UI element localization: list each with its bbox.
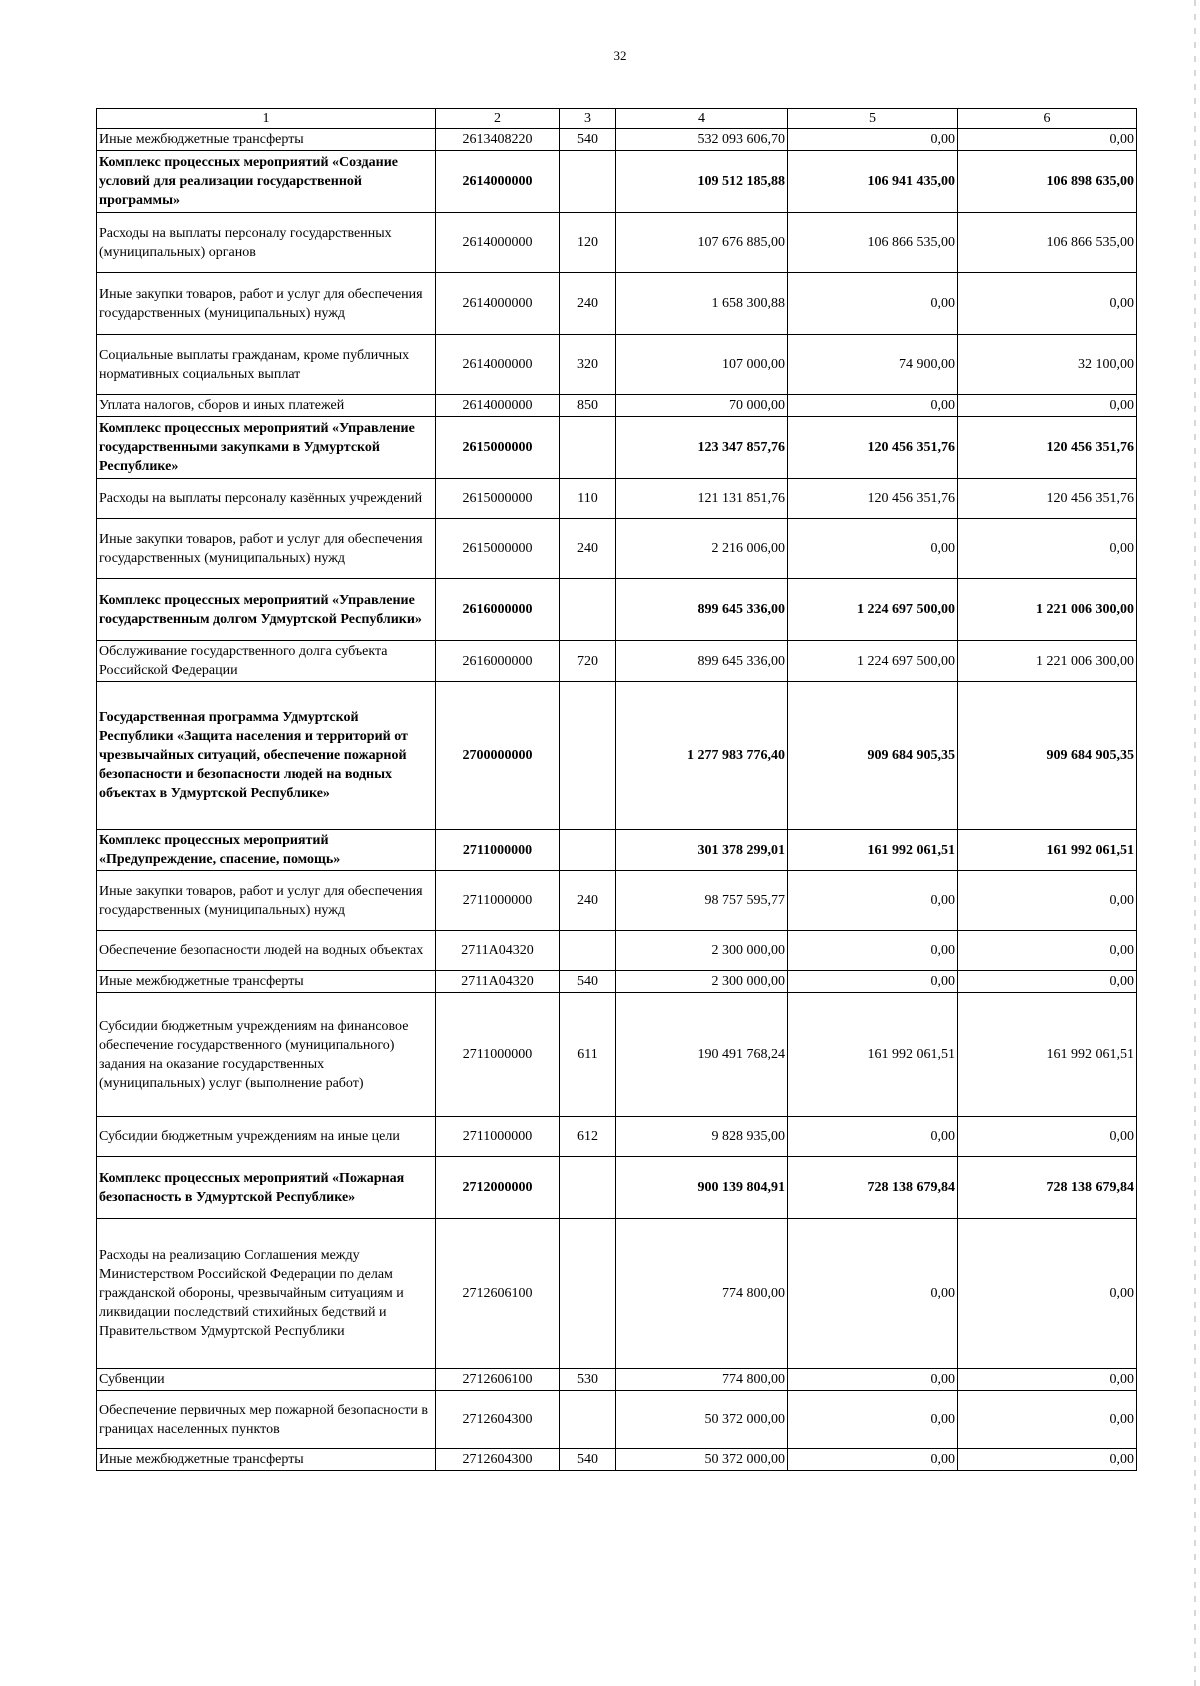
row-value-col5: 0,00 (788, 1449, 958, 1471)
table-body (97, 109, 1137, 1471)
column-header-3: 3 (560, 109, 616, 129)
row-value-col5: 161 992 061,51 (788, 830, 958, 871)
table-row (97, 395, 1137, 417)
row-name: Иные закупки товаров, работ и услуг для обеспечения государственных (муниципальных) нужд (97, 519, 436, 579)
table-row (97, 1369, 1137, 1391)
row-code: 2614000000 (436, 395, 560, 417)
table-row (97, 1449, 1137, 1471)
row-value-col4: 98 757 595,77 (616, 871, 788, 931)
row-name: Государственная программа Удмуртской Республики «Защита населения и территорий от чрезвычайных ситуаций, обеспечение пожарной безопасности и безопасности людей на водных объектах в Удмуртской Республике» (97, 682, 436, 830)
row-value-col4: 899 645 336,00 (616, 579, 788, 641)
row-value-col5: 0,00 (788, 1117, 958, 1157)
row-value-col6: 0,00 (958, 871, 1137, 931)
row-value-col5: 0,00 (788, 1219, 958, 1369)
row-value-col5: 1 224 697 500,00 (788, 579, 958, 641)
row-expense-type: 110 (560, 479, 616, 519)
row-name: Комплекс процессных мероприятий «Пожарная безопасность в Удмуртской Республике» (97, 1157, 436, 1219)
column-header-4: 4 (616, 109, 788, 129)
row-value-col4: 1 658 300,88 (616, 273, 788, 335)
row-value-col5: 1 224 697 500,00 (788, 641, 958, 682)
row-name: Обслуживание государственного долга субъекта Российской Федерации (97, 641, 436, 682)
row-name: Уплата налогов, сборов и иных платежей (97, 395, 436, 417)
row-value-col5: 0,00 (788, 395, 958, 417)
row-name: Расходы на выплаты персоналу государственных (муниципальных) органов (97, 213, 436, 273)
row-value-col4: 899 645 336,00 (616, 641, 788, 682)
row-expense-type (560, 931, 616, 971)
row-code: 2711A04320 (436, 971, 560, 993)
row-expense-type (560, 682, 616, 830)
row-code: 2711000000 (436, 993, 560, 1117)
row-code: 2616000000 (436, 579, 560, 641)
row-code: 2615000000 (436, 417, 560, 479)
table-row (97, 1117, 1137, 1157)
row-value-col4: 774 800,00 (616, 1219, 788, 1369)
row-value-col6: 0,00 (958, 971, 1137, 993)
row-value-col5: 120 456 351,76 (788, 479, 958, 519)
row-value-col6: 0,00 (958, 1391, 1137, 1449)
table-row (97, 213, 1137, 273)
column-header-6: 6 (958, 109, 1137, 129)
table-row (97, 871, 1137, 931)
row-value-col5: 0,00 (788, 931, 958, 971)
column-header-1: 1 (97, 109, 436, 129)
row-code: 2615000000 (436, 479, 560, 519)
table-row (97, 273, 1137, 335)
row-value-col6: 728 138 679,84 (958, 1157, 1137, 1219)
row-name: Иные закупки товаров, работ и услуг для обеспечения государственных (муниципальных) нужд (97, 871, 436, 931)
row-name: Субвенции (97, 1369, 436, 1391)
table-row (97, 151, 1137, 213)
row-value-col4: 900 139 804,91 (616, 1157, 788, 1219)
row-code: 2711000000 (436, 1117, 560, 1157)
table-row (97, 1157, 1137, 1219)
row-value-col4: 2 300 000,00 (616, 971, 788, 993)
row-expense-type (560, 830, 616, 871)
row-value-col4: 70 000,00 (616, 395, 788, 417)
table-row (97, 682, 1137, 830)
row-value-col4: 9 828 935,00 (616, 1117, 788, 1157)
table-row (97, 417, 1137, 479)
row-expense-type: 240 (560, 273, 616, 335)
row-value-col5: 161 992 061,51 (788, 993, 958, 1117)
row-value-col5: 0,00 (788, 519, 958, 579)
row-expense-type: 530 (560, 1369, 616, 1391)
scan-edge (1194, 0, 1196, 1686)
row-name: Иные межбюджетные трансферты (97, 1449, 436, 1471)
row-value-col4: 121 131 851,76 (616, 479, 788, 519)
row-value-col6: 0,00 (958, 1219, 1137, 1369)
row-value-col6: 32 100,00 (958, 335, 1137, 395)
row-value-col5: 0,00 (788, 129, 958, 151)
row-value-col4: 774 800,00 (616, 1369, 788, 1391)
row-code: 2614000000 (436, 151, 560, 213)
row-name: Субсидии бюджетным учреждениям на финансовое обеспечение государственного (муниципального) задания на оказание государственных (муниципальных) услуг (выполнение работ) (97, 993, 436, 1117)
row-value-col4: 123 347 857,76 (616, 417, 788, 479)
row-value-col6: 106 866 535,00 (958, 213, 1137, 273)
table-row (97, 519, 1137, 579)
row-value-col5: 0,00 (788, 1391, 958, 1449)
row-value-col5: 0,00 (788, 273, 958, 335)
row-code: 2615000000 (436, 519, 560, 579)
table-row (97, 1219, 1137, 1369)
row-expense-type (560, 1391, 616, 1449)
row-value-col6: 1 221 006 300,00 (958, 579, 1137, 641)
row-name: Комплекс процессных мероприятий «Управление государственными закупками в Удмуртской Республике» (97, 417, 436, 479)
row-code: 2700000000 (436, 682, 560, 830)
row-expense-type: 240 (560, 871, 616, 931)
row-value-col4: 107 676 885,00 (616, 213, 788, 273)
row-expense-type (560, 1157, 616, 1219)
column-header-5: 5 (788, 109, 958, 129)
row-expense-type (560, 579, 616, 641)
row-expense-type: 540 (560, 971, 616, 993)
row-code: 2614000000 (436, 213, 560, 273)
row-code: 2613408220 (436, 129, 560, 151)
table-row (97, 1391, 1137, 1449)
row-value-col6: 0,00 (958, 395, 1137, 417)
row-name: Комплекс процессных мероприятий «Управление государственным долгом Удмуртской Республики» (97, 579, 436, 641)
row-name: Комплекс процессных мероприятий «Создание условий для реализации государственной программы» (97, 151, 436, 213)
row-expense-type: 540 (560, 129, 616, 151)
row-name: Иные закупки товаров, работ и услуг для обеспечения государственных (муниципальных) нужд (97, 273, 436, 335)
table-row (97, 993, 1137, 1117)
row-value-col6: 106 898 635,00 (958, 151, 1137, 213)
row-code: 2711000000 (436, 830, 560, 871)
row-value-col6: 0,00 (958, 1117, 1137, 1157)
row-code: 2711A04320 (436, 931, 560, 971)
row-code: 2712604300 (436, 1391, 560, 1449)
row-value-col6: 120 456 351,76 (958, 479, 1137, 519)
row-code: 2712606100 (436, 1369, 560, 1391)
row-expense-type: 612 (560, 1117, 616, 1157)
row-expense-type: 240 (560, 519, 616, 579)
budget-table (96, 108, 1137, 1471)
row-code: 2614000000 (436, 273, 560, 335)
row-value-col4: 50 372 000,00 (616, 1449, 788, 1471)
row-name: Расходы на реализацию Соглашения между Министерством Российской Федерации по делам гражданской обороны, чрезвычайным ситуациям и ликвидации последствий стихийных бедствий и Правительством Удмуртской Республики (97, 1219, 436, 1369)
row-expense-type (560, 1219, 616, 1369)
row-value-col4: 1 277 983 776,40 (616, 682, 788, 830)
row-name: Социальные выплаты гражданам, кроме публичных нормативных социальных выплат (97, 335, 436, 395)
row-name: Расходы на выплаты персоналу казённых учреждений (97, 479, 436, 519)
row-code: 2712604300 (436, 1449, 560, 1471)
row-value-col6: 0,00 (958, 273, 1137, 335)
row-name: Обеспечение безопасности людей на водных объектах (97, 931, 436, 971)
row-value-col5: 74 900,00 (788, 335, 958, 395)
row-value-col5: 106 866 535,00 (788, 213, 958, 273)
row-code: 2712606100 (436, 1219, 560, 1369)
row-value-col6: 0,00 (958, 519, 1137, 579)
row-value-col4: 2 300 000,00 (616, 931, 788, 971)
table-row (97, 129, 1137, 151)
table-row (97, 335, 1137, 395)
row-value-col4: 109 512 185,88 (616, 151, 788, 213)
row-name: Субсидии бюджетным учреждениям на иные цели (97, 1117, 436, 1157)
row-value-col6: 909 684 905,35 (958, 682, 1137, 830)
row-code: 2614000000 (436, 335, 560, 395)
row-value-col6: 0,00 (958, 1449, 1137, 1471)
row-value-col5: 728 138 679,84 (788, 1157, 958, 1219)
row-value-col4: 50 372 000,00 (616, 1391, 788, 1449)
row-name: Комплекс процессных мероприятий «Предупреждение, спасение, помощь» (97, 830, 436, 871)
row-name: Иные межбюджетные трансферты (97, 971, 436, 993)
table-row (97, 579, 1137, 641)
row-expense-type: 120 (560, 213, 616, 273)
table-row (97, 971, 1137, 993)
table-row (97, 830, 1137, 871)
row-expense-type (560, 417, 616, 479)
row-value-col6: 0,00 (958, 129, 1137, 151)
row-value-col5: 0,00 (788, 1369, 958, 1391)
row-value-col4: 107 000,00 (616, 335, 788, 395)
row-name: Обеспечение первичных мер пожарной безопасности в границах населенных пунктов (97, 1391, 436, 1449)
row-code: 2712000000 (436, 1157, 560, 1219)
page-number: 32 (613, 48, 627, 63)
row-expense-type: 850 (560, 395, 616, 417)
row-expense-type: 611 (560, 993, 616, 1117)
row-value-col4: 190 491 768,24 (616, 993, 788, 1117)
row-expense-type: 540 (560, 1449, 616, 1471)
row-value-col5: 909 684 905,35 (788, 682, 958, 830)
row-value-col6: 0,00 (958, 931, 1137, 971)
row-value-col4: 2 216 006,00 (616, 519, 788, 579)
table-row (97, 931, 1137, 971)
row-value-col6: 161 992 061,51 (958, 993, 1137, 1117)
row-expense-type: 320 (560, 335, 616, 395)
table-row (97, 641, 1137, 682)
row-expense-type (560, 151, 616, 213)
row-value-col5: 120 456 351,76 (788, 417, 958, 479)
row-value-col6: 161 992 061,51 (958, 830, 1137, 871)
row-value-col6: 1 221 006 300,00 (958, 641, 1137, 682)
row-value-col6: 0,00 (958, 1369, 1137, 1391)
row-value-col4: 301 378 299,01 (616, 830, 788, 871)
row-value-col5: 106 941 435,00 (788, 151, 958, 213)
row-code: 2711000000 (436, 871, 560, 931)
row-value-col5: 0,00 (788, 971, 958, 993)
column-header-2: 2 (436, 109, 560, 129)
row-code: 2616000000 (436, 641, 560, 682)
table-row (97, 479, 1137, 519)
row-expense-type: 720 (560, 641, 616, 682)
row-value-col5: 0,00 (788, 871, 958, 931)
header-row (97, 109, 1137, 129)
row-value-col4: 532 093 606,70 (616, 129, 788, 151)
row-name: Иные межбюджетные трансферты (97, 129, 436, 151)
row-value-col6: 120 456 351,76 (958, 417, 1137, 479)
